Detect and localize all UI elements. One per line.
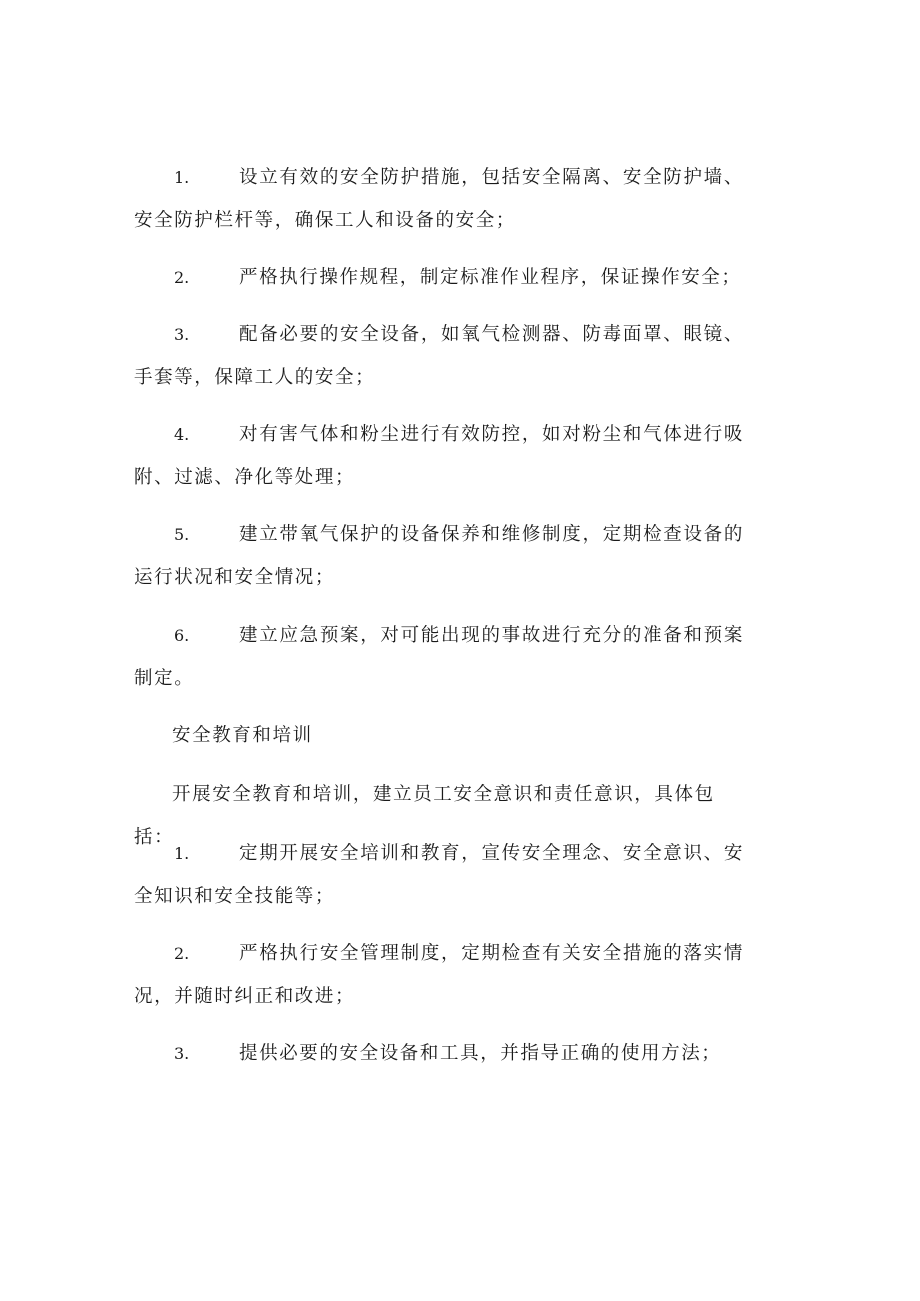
list-item-number: 1. xyxy=(174,844,190,863)
list-item-number: 5. xyxy=(174,525,190,544)
list-item-text: 配备必要的安全设备，如氧气检测器、防毒面罩、眼镜、手套等，保障工人的安全； xyxy=(134,324,744,388)
list-item-text: 定期开展安全培训和教育，宣传安全理念、安全意识、安全知识和安全技能等； xyxy=(134,843,744,907)
list-item xyxy=(134,614,744,700)
list-item xyxy=(134,1032,744,1075)
list-item-text: 设立有效的安全防护措施，包括安全隔离、安全防护墙、安全防护栏杆等，确保工人和设备的安全； xyxy=(134,167,744,231)
list-item-number: 1. xyxy=(174,168,190,187)
list-item xyxy=(134,156,744,242)
list-item-number: 3. xyxy=(174,1044,190,1063)
list-item-text: 严格执行安全管理制度，定期检查有关安全措施的落实情况，并随时纠正和改进； xyxy=(134,943,744,1007)
list-item-text: 严格执行操作规程，制定标准作业程序，保证操作安全； xyxy=(239,267,742,288)
list-item-text: 提供必要的安全设备和工具，并指导正确的使用方法； xyxy=(239,1043,722,1064)
list-item xyxy=(134,256,744,299)
list-item-number: 3. xyxy=(174,325,190,344)
list-item-number: 2. xyxy=(174,944,190,963)
list-item-number: 2. xyxy=(174,268,190,287)
list-item xyxy=(134,832,744,918)
list-item-number: 4. xyxy=(174,425,190,444)
list-item xyxy=(134,932,744,1018)
list-item xyxy=(134,313,744,399)
list-item-number: 6. xyxy=(174,626,190,645)
list-item-text: 建立带氧气保护的设备保养和维修制度，定期检查设备的运行状况和安全情况； xyxy=(134,524,744,588)
section-heading: 安全教育和培训 xyxy=(172,725,313,746)
list-item-text: 对有害气体和粉尘进行有效防控，如对粉尘和气体进行吸附、过滤、净化等处理； xyxy=(134,424,744,488)
list-item xyxy=(134,513,744,599)
list-item-text: 建立应急预案，对可能出现的事故进行充分的准备和预案制定。 xyxy=(134,625,744,689)
list-item xyxy=(134,413,744,499)
section-intro: 开展安全教育和培训，建立员工安全意识和责任意识，具体包括： xyxy=(134,784,715,848)
